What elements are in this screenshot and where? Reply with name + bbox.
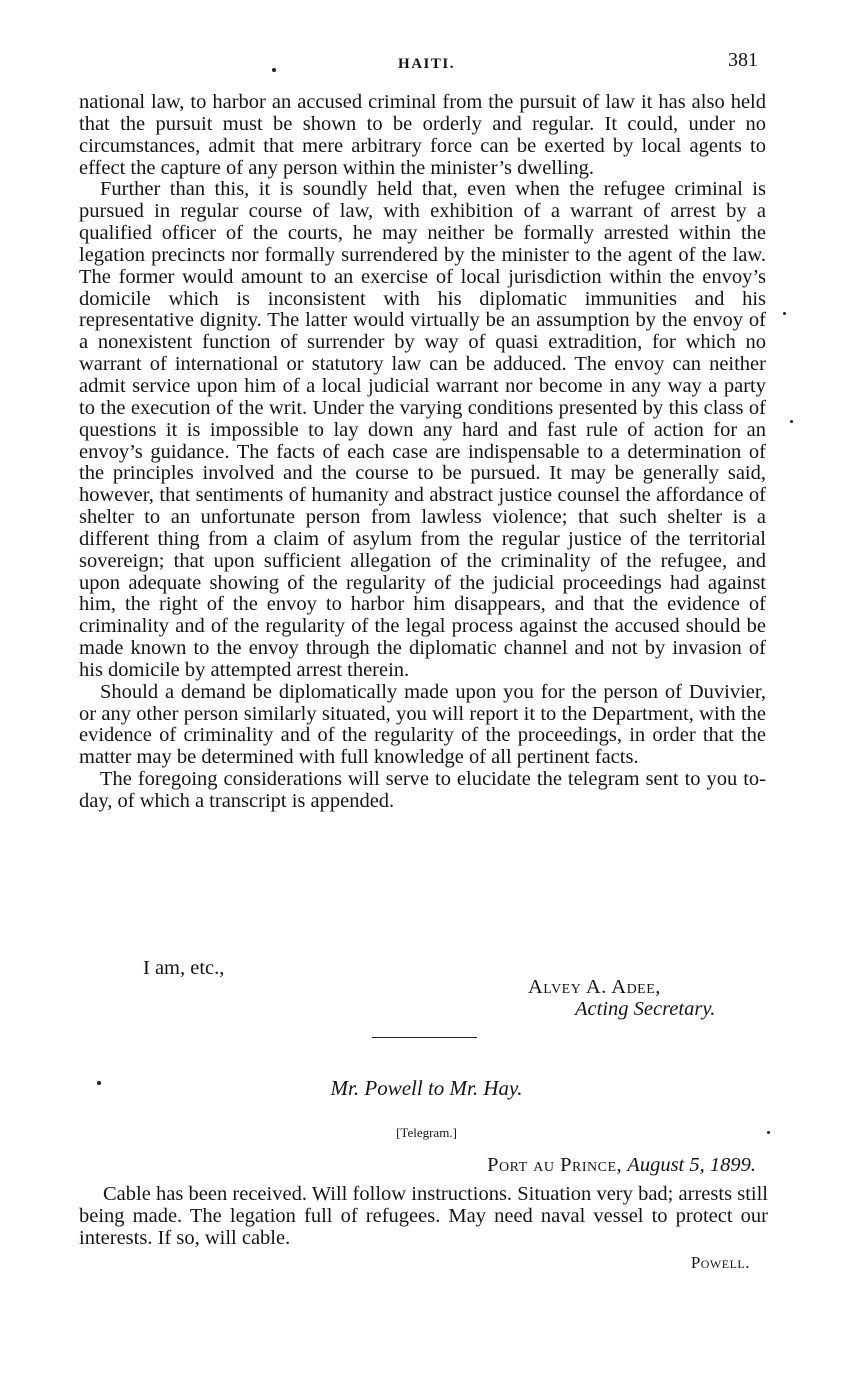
- telegram-subheading: [Telegram.]: [396, 1125, 457, 1140]
- telegram-heading: Mr. Powell to Mr. Hay.: [330, 1076, 523, 1100]
- telegram-paragraph: Cable has been received. Will follow instructions. Situation very bad; arrests still being made. The legation full of refugees. May need naval vessel to protect our interests. If so, will cable.: [79, 1183, 768, 1249]
- page-number: 381: [728, 49, 758, 71]
- signature-title: Acting Secretary.: [575, 998, 716, 1020]
- print-speck: [767, 1131, 770, 1134]
- section-divider: [372, 1037, 477, 1038]
- letter-body: [79, 92, 766, 813]
- paragraph: Should a demand be diplomatically made upon you for the person of Duvivier, or any other person similarly situated, you will report it to the Department, with the evidence of criminality and of the regularity of the proceedings, in order that the matter may be determined with full knowledge of all pertinent facts.: [79, 680, 766, 769]
- paragraph: Further than this, it is soundly held that, even when the refugee criminal is pursued in regular course of law, with exhibition of a warrant of arrest by a qualified officer of the courts, he may neither be formally arrested within the legation precincts nor formally surrendered by the minister to the agent of the law. The former would amount to an exercise of local jurisdiction within the envoy’s domicile which is inconsistent with his diplomatic immunities and his representative dignity. The latter would virtually be an assumption by the envoy of a nonexistent function of surrender by way of quasi extradition, for which no warrant of international or statutory law can be adduced. The envoy can neither admit service upon him of a local judicial warrant nor become in any way a party to the execution of the writ. Under the varying conditions presented by this class of questions it is impossible to lay down any hard and fast rule of action for an envoy’s guidance. The facts of each case are indispensable to a determination of the principles involved and the course to be pursued. It may be generally said, however, that sentiments of humanity and abstract justice counsel the affordance of shelter to an unfortunate person from lawless violence; that such shelter is a different thing from a claim of asylum from the regular justice of the territorial sovereign; that upon sufficient allegation of the criminality of the refugee, and upon adequate showing of the regularity of the judicial proceedings had against him, the right of the envoy to harbor him disappears, and that the evidence of criminality and of the regularity of the legal process against the accused should be made known to the envoy through the diplomatic channel and not by invasion of his domicile by attempted arrest therein.: [79, 178, 766, 681]
- print-speck: [790, 420, 793, 423]
- closing-salutation: I am, etc.,: [143, 957, 225, 979]
- running-header: HAITI.: [398, 56, 455, 72]
- telegram-text: [79, 1184, 768, 1250]
- telegram-signature: Powell.: [690, 1253, 750, 1272]
- dateline-date: August 5, 1899.: [627, 1154, 756, 1176]
- telegram-dateline: [487, 1154, 756, 1177]
- paragraph: The foregoing considerations will serve to elucidate the telegram sent to you to-day, of which a transcript is appended.: [79, 768, 766, 812]
- dateline-place: Port au Prince,: [487, 1154, 623, 1176]
- print-speck: [783, 312, 786, 315]
- paragraph: national law, to harbor an accused criminal from the pursuit of law it has also held that the pursuit must be shown to be orderly and regular. It could, under no circumstances, admit that mere arbitrary force can be exerted by local agents to effect the capture of any person within the minister’s dwelling.: [79, 91, 766, 179]
- signature-name: Alvey A. Adee,: [528, 976, 661, 998]
